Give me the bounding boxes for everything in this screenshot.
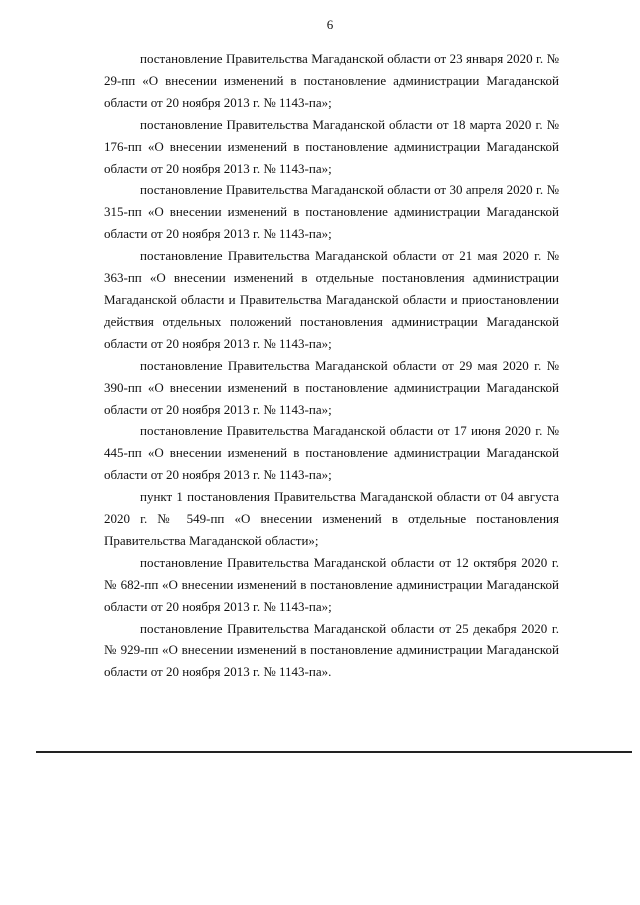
paragraph-resolution-929: постановление Правительства Магаданской области от 25 декабря 2020 г. № 929-пп «О внесении изменений в постановление администрации Магаданской области от 20 ноября 2013 г. № 1143-па». (104, 620, 559, 680)
paragraph-resolution-176: постановление Правительства Магаданской области от 18 марта 2020 г. № 176-пп «О внесении изменений в постановление администрации Магаданской области от 20 ноября 2013 г. № 1143-па»; (104, 116, 559, 176)
paragraph-resolution-363: постановление Правительства Магаданской области от 21 мая 2020 г. № 363-пп «О внесении изменений в отдельные постановления администрации Магаданской области и Правительства Магаданской области и приостановлении действия отдельных положений постановления администрации Магаданской области от 20 ноября 2013 г. № 1143-па»; (104, 248, 559, 351)
paragraph-resolution-29: постановление Правительства Магаданской области от 23 января 2020 г. № 29-пп «О внесении изменений в постановление администрации Магаданской области от 20 ноября 2013 г. № 1143-па»; (104, 51, 559, 110)
paragraph-resolution-315: постановление Правительства Магаданской области от 30 апреля 2020 г. № 315-пп «О внесении изменений в постановление администрации Магаданской области от 20 ноября 2013 г. № 1143-па»; (104, 182, 559, 242)
paragraph-resolution-390: постановление Правительства Магаданской области от 29 мая 2020 г. № 390-пп «О внесении изменений в постановление администрации Магаданской области от 20 ноября 2013 г. № 1143-па»; (104, 357, 559, 417)
paragraph-resolution-682: постановление Правительства Магаданской области от 12 октября 2020 г. № 682-пп «О внесении изменений в постановление администрации Магаданской области от 20 ноября 2013 г. № 1143-па»; (104, 554, 559, 614)
bottom-divider-line (36, 751, 632, 753)
paragraph-resolution-549: пункт 1 постановления Правительства Магаданской области от 04 августа 2020 г. № 549-пп «О внесении изменений в отдельные постановления Правительства Магаданской области»; (104, 489, 559, 548)
document-body (104, 48, 559, 683)
paragraph-resolution-445: постановление Правительства Магаданской области от 17 июня 2020 г. № 445-пп «О внесении изменений в постановление администрации Магаданской области от 20 ноября 2013 г. № 1143-па»; (104, 423, 559, 483)
page-number: 6 (326, 17, 334, 32)
